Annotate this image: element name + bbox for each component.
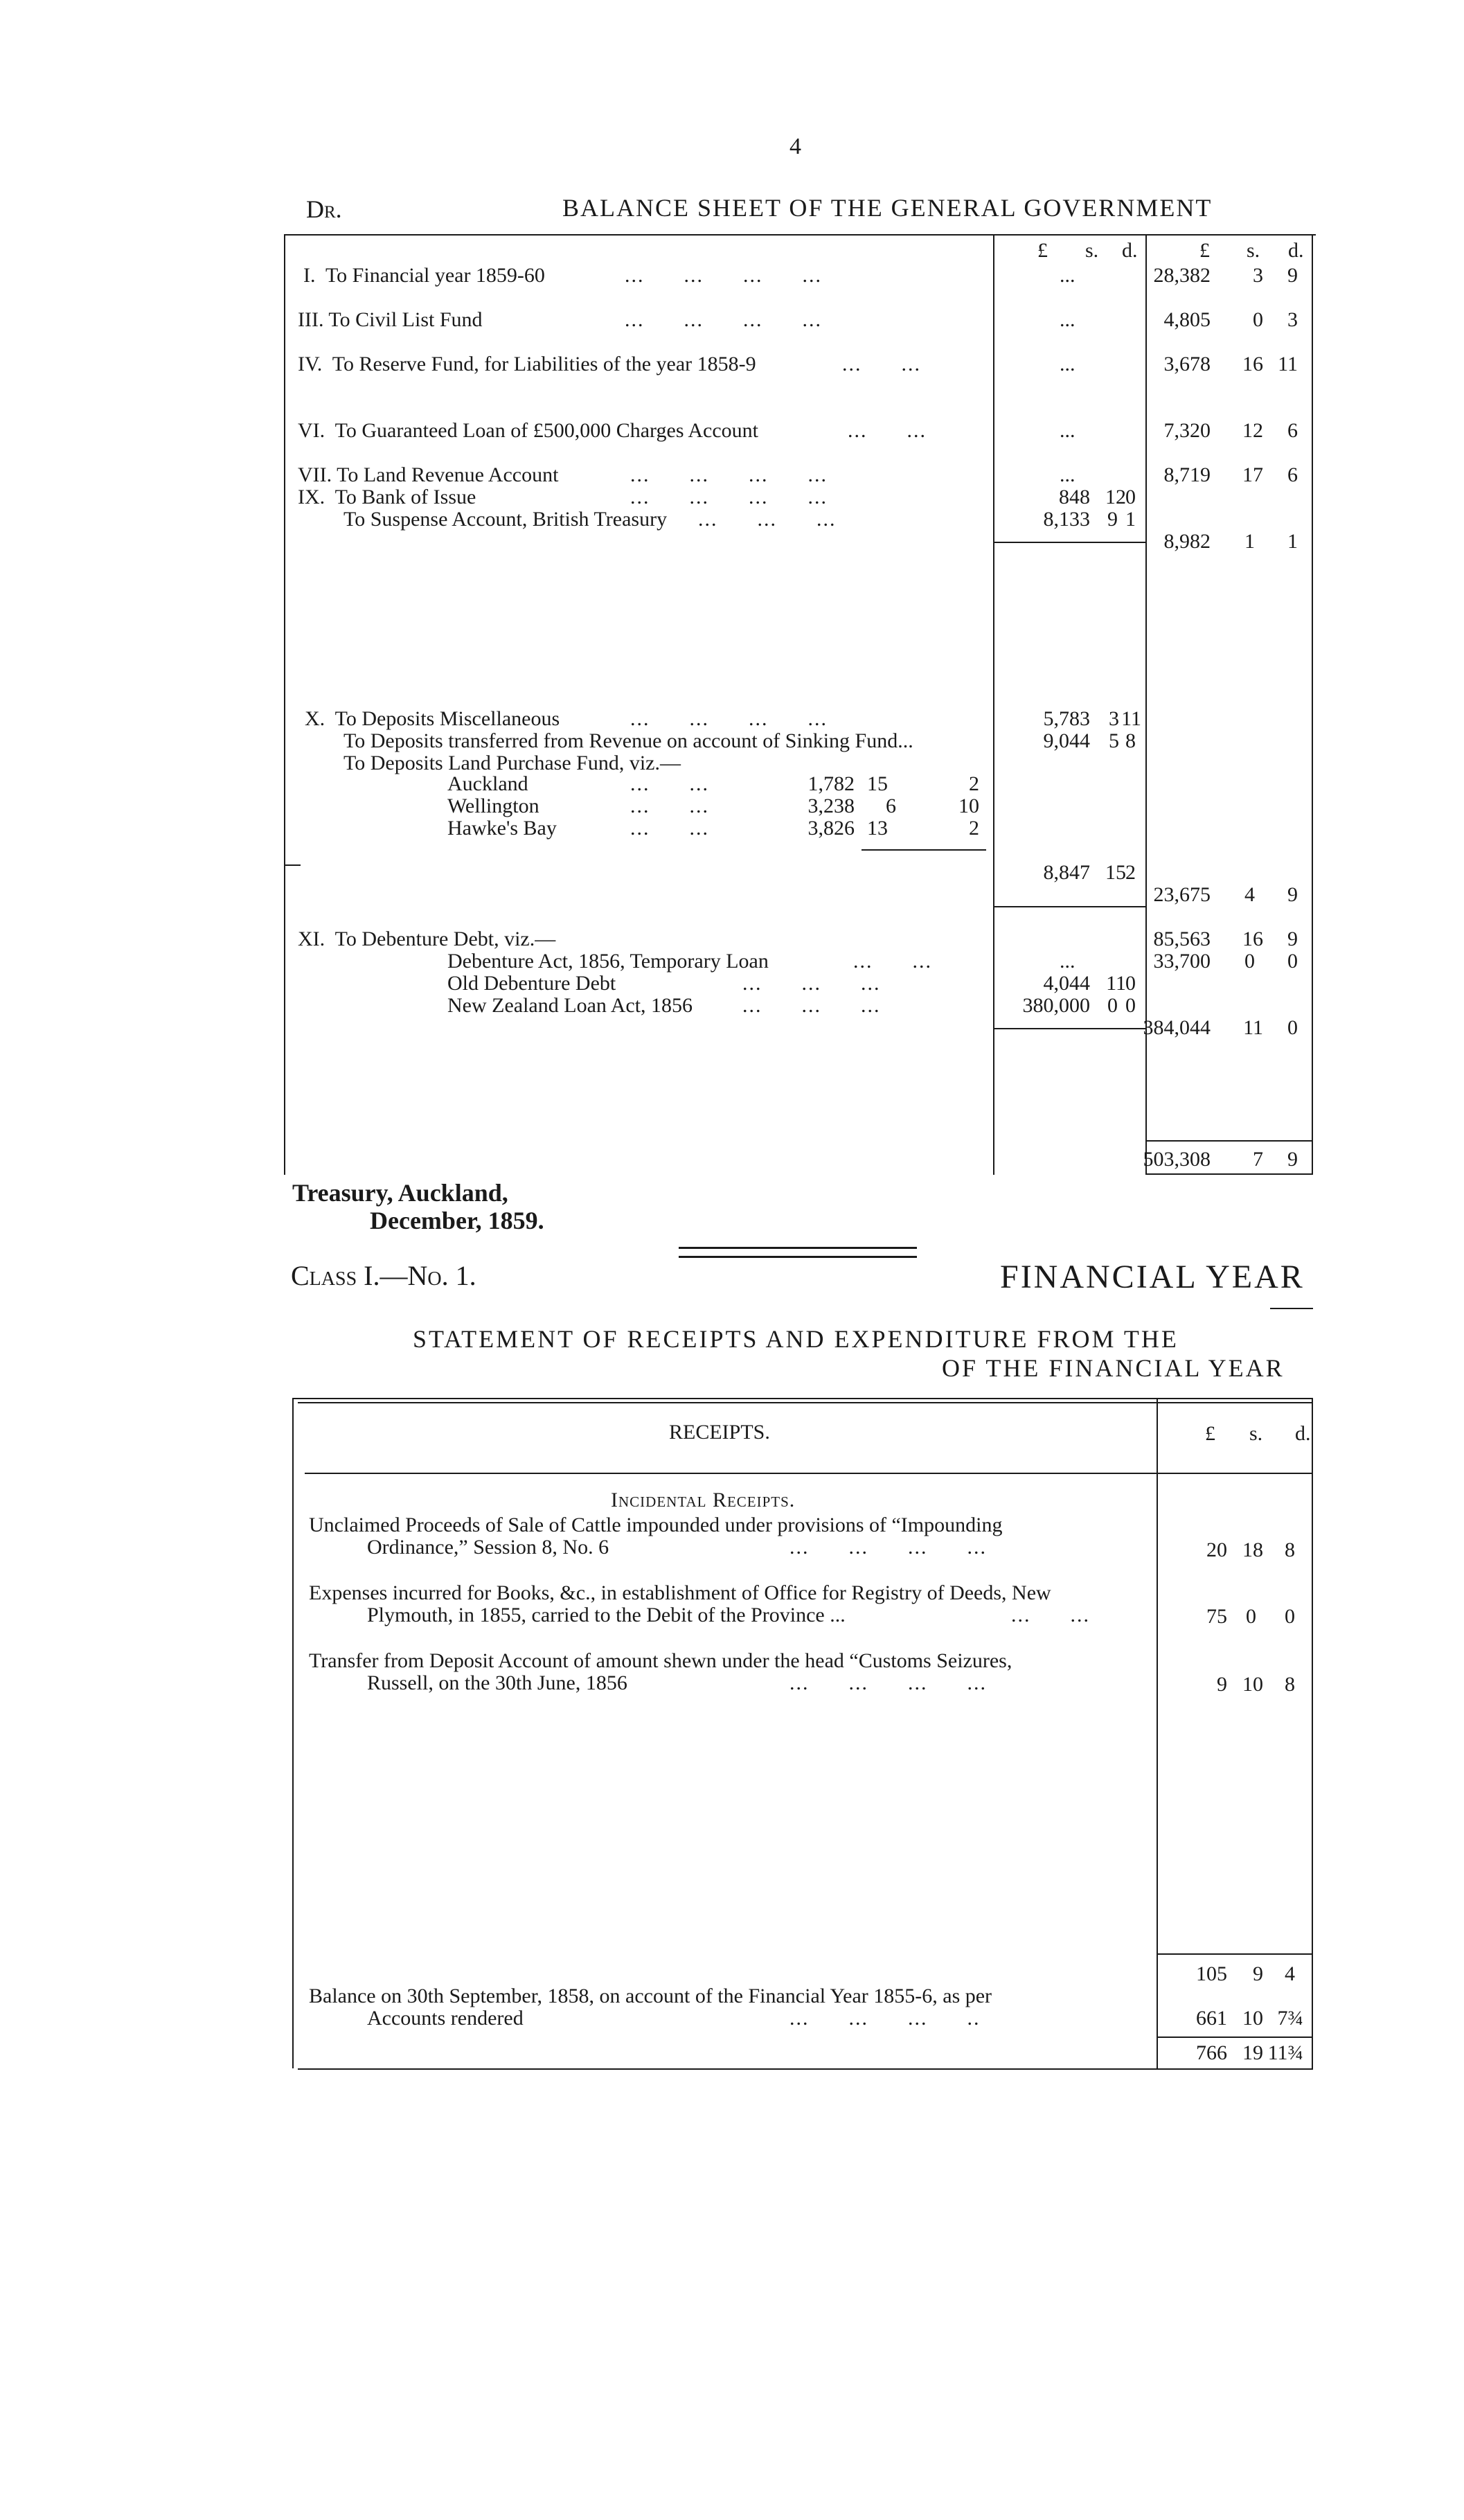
treasury-line: Treasury, Auckland,: [292, 1179, 508, 1207]
page-number: 4: [789, 134, 801, 159]
receipts-subtotal: 105: [1196, 1962, 1227, 1985]
class-label: Class I.—No. 1.: [291, 1260, 476, 1291]
col-header-pounds: £: [1205, 1422, 1215, 1445]
col-header-inner-pounds: £: [1037, 239, 1048, 262]
col-header-inner-pence: d.: [1122, 239, 1138, 262]
debenture-label: XI. To Debenture Debt, viz.—: [298, 928, 556, 950]
land-total: 8,847: [1043, 861, 1090, 884]
land-purchase-label: To Deposits Land Purchase Fund, viz.—: [343, 752, 681, 774]
statement-line-1: STATEMENT OF RECEIPTS AND EXPENDITURE FROM THE: [413, 1325, 1179, 1353]
col-header-pence: d.: [1295, 1422, 1311, 1445]
col-header-shillings: s.: [1249, 1422, 1263, 1445]
col-header-outer-shillings: s.: [1247, 239, 1260, 262]
section-divider: [679, 1247, 917, 1258]
financial-year-heading: FINANCIAL YEAR: [1000, 1259, 1305, 1295]
debenture-total: 384,044: [1143, 1016, 1211, 1039]
dr-label: Dr.: [306, 195, 342, 223]
date-line: December, 1859.: [370, 1207, 544, 1234]
grand-total: 503,308: [1143, 1148, 1211, 1171]
col-header-outer-pounds: £: [1199, 239, 1210, 262]
receipts-header: RECEIPTS.: [669, 1421, 770, 1444]
balance-sheet-title: BALANCE SHEET OF THE GENERAL GOVERNMENT: [562, 194, 1213, 222]
receipts-total: 766: [1196, 2041, 1227, 2064]
deposits-total: 23,675: [1153, 883, 1211, 906]
incidental-receipts-heading: Incidental Receipts.: [611, 1489, 796, 1511]
col-header-inner-shillings: s.: [1085, 239, 1099, 262]
subtotal-ix: 8,982: [1163, 530, 1211, 553]
statement-line-2: OF THE FINANCIAL YEAR: [942, 1354, 1285, 1382]
col-header-outer-pence: d.: [1288, 239, 1304, 262]
